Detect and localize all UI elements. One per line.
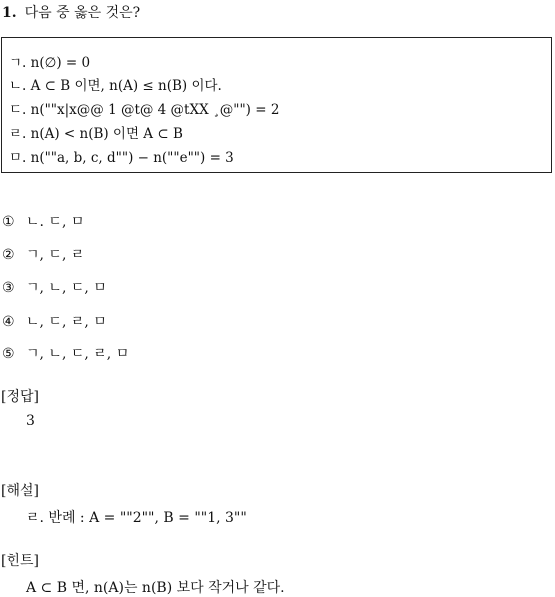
choice-3[interactable] (2, 277, 107, 297)
statement-a: ㄱ. n(∅) = 0 (9, 55, 91, 71)
answer-value: 3 (26, 413, 35, 429)
choice-2[interactable] (2, 244, 84, 264)
hint-heading: [힌트] (1, 553, 39, 569)
choice-text: ㄱ, ㄴ, ㄷ, ㄹ, ㅁ (26, 346, 130, 362)
choice-marker: ③ (2, 280, 15, 296)
choice-4[interactable] (2, 311, 107, 331)
choice-text: ㄱ, ㄴ, ㄷ, ㅁ (26, 280, 107, 296)
explanation-text: ㄹ. 반례 : A = ""2"", B = ""1, 3"" (26, 510, 247, 526)
hint-text: A ⊂ B 면, n(A)는 n(B) 보다 작거나 같다. (26, 580, 285, 596)
choice-1[interactable] (2, 211, 84, 231)
statement-b: ㄴ. A ⊂ B 이면, n(A) ≤ n(B) 이다. (9, 78, 222, 94)
answer-heading: [정답] (1, 389, 39, 405)
choice-text: ㄱ, ㄷ, ㄹ (26, 247, 85, 263)
statement-c: ㄷ. n(""x|x@@ 1 @t@ 4 @tXX ¸@"") = 2 (9, 102, 280, 118)
choice-marker: ① (2, 214, 15, 230)
choice-marker: ② (2, 247, 15, 263)
choice-text: ㄴ, ㄷ, ㄹ, ㅁ (26, 314, 107, 330)
statement-e: ㅁ. n(""a, b, c, d"") − n(""e"") = 3 (9, 150, 234, 166)
statement-d: ㄹ. n(A) < n(B) 이면 A ⊂ B (9, 126, 183, 142)
question-header (2, 2, 140, 22)
explanation-heading: [해설] (1, 483, 39, 499)
question-text: 다음 중 옳은 것은? (24, 5, 141, 21)
choice-text: ㄴ. ㄷ, ㅁ (26, 214, 85, 230)
choice-5[interactable] (2, 343, 129, 363)
choice-marker: ④ (2, 314, 15, 330)
choice-marker: ⑤ (2, 346, 15, 362)
statements-box (1, 37, 552, 173)
question-number: 1. (2, 5, 17, 21)
